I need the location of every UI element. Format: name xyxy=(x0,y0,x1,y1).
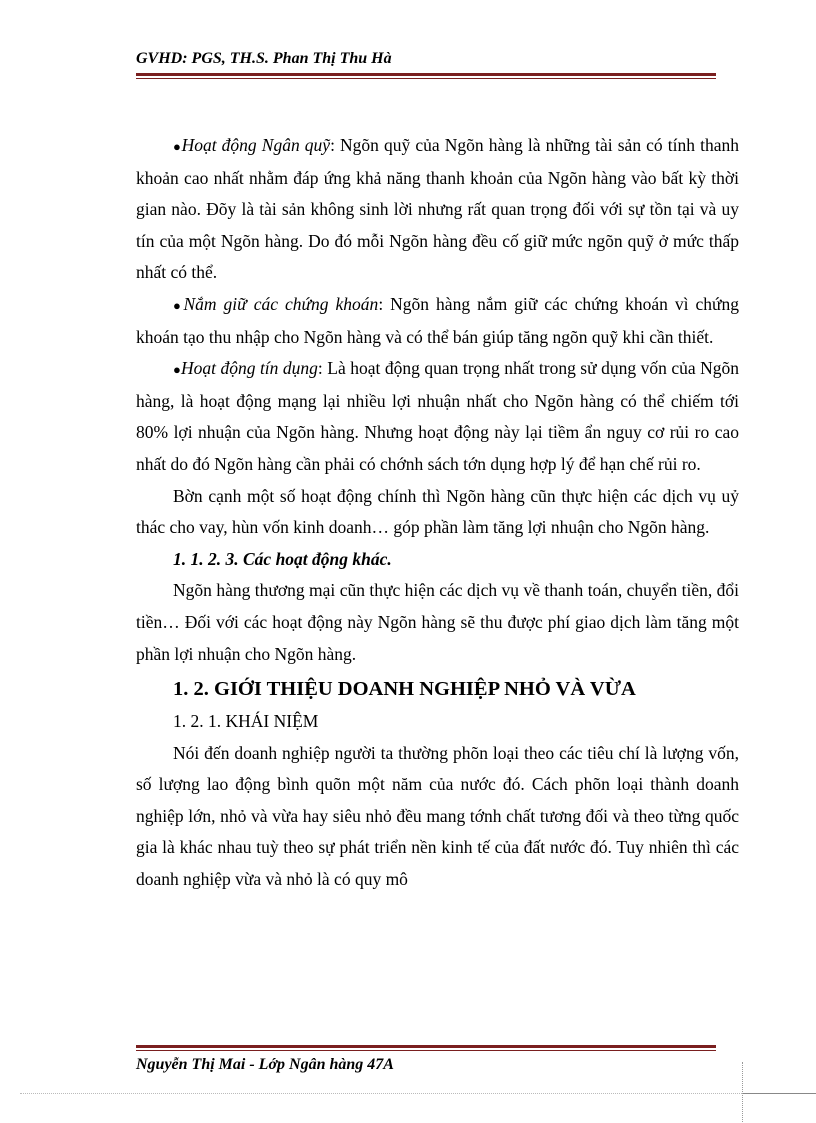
paragraph-credit xyxy=(136,353,739,480)
footer-rule xyxy=(136,1045,716,1051)
header-rule xyxy=(136,73,716,79)
page-footer: Nguyễn Thị Mai - Lớp Ngân hàng 47A xyxy=(136,1056,394,1073)
bullet-icon: ● xyxy=(173,362,181,378)
text-securities: : Ngõn hàng nắm giữ các chứng khoán vì chứng khoán tạo thu nhập cho Ngõn hàng và có thể bán giúp tăng ngõn quỹ khi cần thiết. xyxy=(136,293,739,347)
paragraph-other-services: Bờn cạnh một số hoạt động chính thì Ngõn hàng cũn thực hiện các dịch vụ uỷ thác cho vay, hùn vốn kinh doanh… góp phần làm tăng lợi nhuận cho Ngõn hàng. xyxy=(136,485,739,538)
paragraph-definition: Nói đến doanh nghiệp người ta thường phõn loại theo các tiêu chí là lượng vốn, số lượng lao động bình quõn một năm của nước đó. Cách phõn loại thành doanh nghiệp lớn, nhỏ và vừa hay siêu nhỏ đều mang tớnh chất tương đối và theo từng quốc gia là khác nhau tuỳ theo sự phát triển nền kinh tế của đất nước đó. Tuy nhiên thì các doanh nghiệp vừa và nhỏ là có quy mô xyxy=(136,742,739,890)
crop-mark-horizontal xyxy=(20,1093,810,1094)
paragraph-other-activities: Ngõn hàng thương mại cũn thực hiện các dịch vụ về thanh toán, chuyển tiền, đổi tiền… Đối với các hoạt động này Ngõn hàng sẽ thu được phí giao dịch làm tăng một phần lợi nhuận cho Ngõn hàng. xyxy=(136,580,739,664)
term-credit: Hoạt động tín dụng xyxy=(180,358,318,379)
paragraph-treasury xyxy=(136,130,739,289)
bullet-icon: ● xyxy=(173,139,182,154)
page-body xyxy=(136,130,739,896)
bullet-icon: ● xyxy=(173,297,184,313)
text-treasury: : Ngõn quỹ của Ngõn hàng là những tài sản có tính thanh khoản cao nhất nhằm đáp ứng khả năng thanh khoản của Ngõn hàng vào bất kỳ thời gian nào. Đõy là tài sản không sinh lời nhưng rất quan trọng đối với sự tồn tại và uy tín của một Ngõn hàng. Do đó mỗi Ngõn hàng đều cố giữ mức ngõn quỹ ở mức thấp nhất có thể. xyxy=(136,135,739,283)
term-securities: Nắm giữ các chứng khoán xyxy=(183,293,379,314)
crop-mark-vertical xyxy=(742,1062,743,1122)
term-treasury: Hoạt động Ngân quỹ xyxy=(181,135,331,155)
heading-1-2: 1. 2. GIỚI THIỆU DOANH NGHIỆP NHỎ VÀ VỪA xyxy=(173,678,636,701)
heading-1-2-1: 1. 2. 1. KHÁI NIỆM xyxy=(173,711,319,732)
text-credit: : Là hoạt động quan trọng nhất trong sử dụng vốn của Ngõn hàng, là hoạt động mạng lại nhiều lợi nhuận nhất cho Ngõn hàng có thể chiếm tới 80% lợi nhuận của Ngõn hàng. Nhưng hoạt động này lại tiềm ẩn nguy cơ rủi ro cao nhất do đó Ngõn hàng cần phải có chớnh sách tớn dụng hợp lý để hạn chế rủi ro. xyxy=(136,358,739,474)
crop-mark-corner xyxy=(742,1093,816,1094)
paragraph-securities xyxy=(136,289,739,353)
page-header: GVHD: PGS, TH.S. Phan Thị Thu Hà xyxy=(136,50,392,67)
heading-1-1-2-3: 1. 1. 2. 3. Các hoạt động khác. xyxy=(173,548,392,569)
